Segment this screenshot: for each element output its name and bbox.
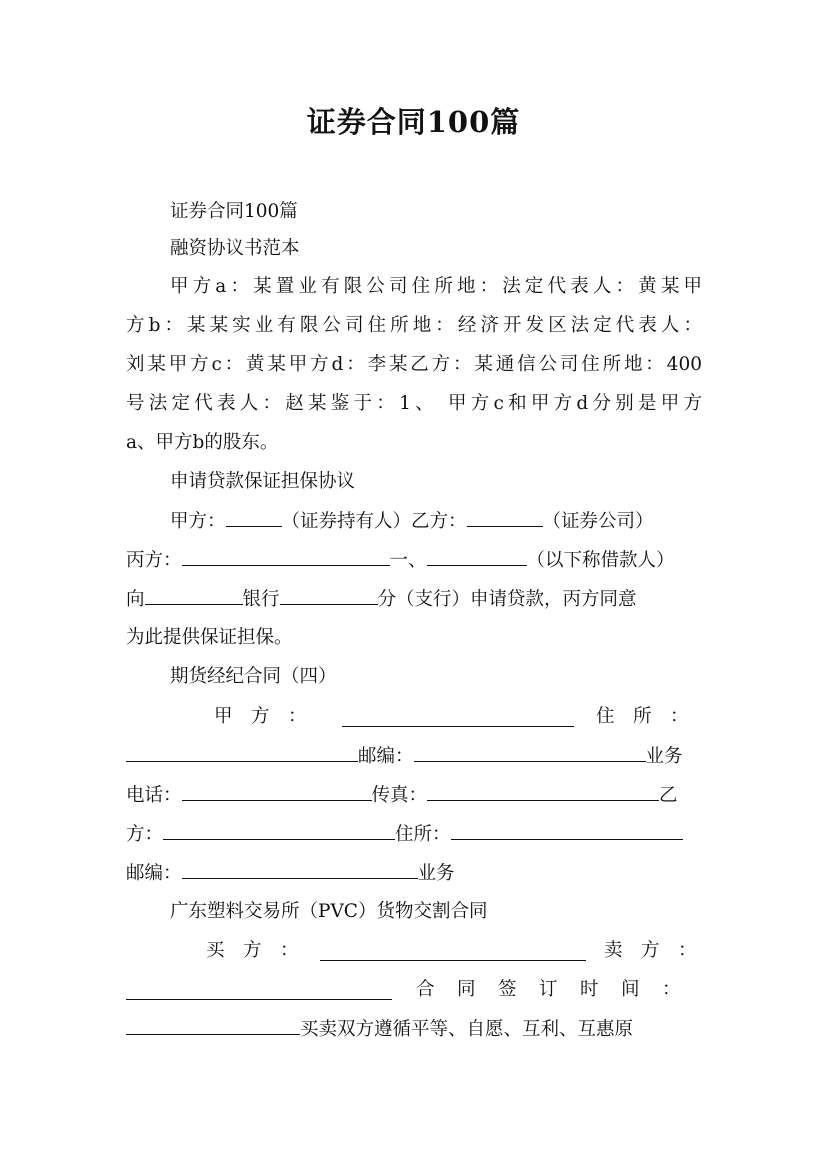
label: 丙方：	[126, 550, 182, 571]
label: 住所：	[395, 824, 451, 845]
paragraph-heading: 证券合同100篇	[170, 201, 298, 222]
form-line	[126, 1016, 702, 1043]
blank-field	[126, 1016, 300, 1035]
form-line	[126, 821, 702, 848]
label: 电话：	[126, 785, 182, 806]
paragraph-line: 为此提供保证担保。	[126, 627, 293, 648]
blank-field	[320, 942, 586, 961]
blank-field	[163, 821, 395, 840]
label: 向	[126, 589, 145, 610]
paragraph-heading: 申请贷款保证担保协议	[170, 471, 356, 492]
blank-field	[467, 508, 543, 527]
blank-field	[182, 547, 390, 566]
blank-field	[126, 981, 392, 1000]
blank-field	[182, 782, 372, 801]
label: 卖 方 ：	[604, 940, 697, 961]
form-line	[126, 743, 702, 770]
form-line	[126, 782, 702, 809]
blank-field	[226, 508, 282, 527]
blank-field	[280, 586, 378, 605]
label: 邮编：	[358, 746, 414, 767]
paragraph-heading: 期货经纪合同（四）	[170, 666, 337, 687]
label: 买卖双方遵循平等、自愿、互利、互惠原	[300, 1019, 634, 1040]
paragraph-line: 号法定代表人：赵某鉴于：1、 甲方c和甲方d分别是甲方	[126, 393, 702, 414]
blank-field	[451, 821, 683, 840]
label: 方：	[126, 824, 164, 845]
paragraph-line: 刘某甲方c：黄某甲方d：李某乙方：某通信公司住所地：400	[126, 354, 702, 375]
document-title: 证券合同100篇	[306, 105, 521, 139]
label: （证券持有人）乙方：	[281, 511, 467, 532]
blank-field	[414, 743, 646, 762]
label: 传真：	[371, 785, 428, 806]
label: 邮编：	[126, 863, 182, 884]
form-line	[126, 860, 702, 887]
label: 一、	[389, 550, 427, 571]
paragraph-heading: 融资协议书范本	[170, 238, 300, 259]
label: 乙	[659, 785, 678, 806]
blank-field	[126, 743, 358, 762]
form-line	[126, 547, 702, 574]
blank-field	[427, 547, 527, 566]
paragraph-line: 方b：某某实业有限公司住所地：经济开发区法定代表人：	[126, 315, 702, 336]
label: 甲 方 ：	[214, 706, 307, 727]
label: （证券公司）	[542, 511, 654, 532]
label: 业务	[645, 746, 683, 767]
blank-field	[145, 586, 243, 605]
blank-field	[182, 860, 418, 879]
form-line	[126, 586, 702, 613]
paragraph-line: a、甲方b的股东。	[126, 432, 279, 453]
label: 业务	[417, 863, 455, 884]
blank-field	[342, 708, 574, 727]
label: 银行	[242, 589, 280, 610]
form-line	[170, 508, 702, 535]
label: 买 方 ：	[206, 940, 299, 961]
label: 甲方：	[170, 511, 226, 532]
label: （以下称借款人）	[526, 550, 675, 571]
label: 住 所 ：	[596, 706, 689, 727]
paragraph-line: 甲方a：某置业有限公司住所地：法定代表人：黄某甲	[170, 276, 702, 297]
label: 分（支行）申请贷款，丙方同意	[377, 589, 637, 610]
label: 合 同 签 订 时 间 ：	[416, 979, 683, 1000]
blank-field	[427, 782, 659, 801]
paragraph-heading: 广东塑料交易所（PVC）货物交割合同	[170, 901, 488, 922]
